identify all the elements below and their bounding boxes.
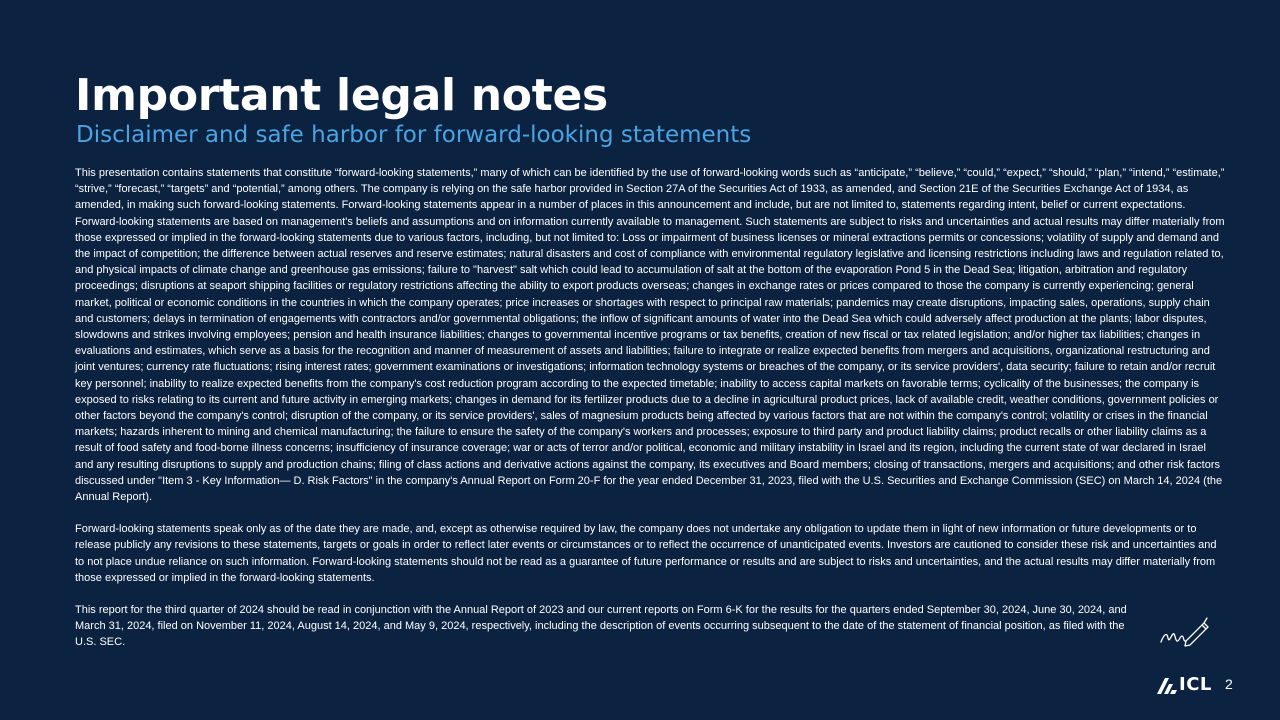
disclaimer-paragraph: This report for the third quarter of 2024 should be read in conjunction with the Annual Report of 2023 and our current reports on Form 6-K for the results for the quarters ended September 30, 2024, June 30, 2024, and March 31, 2024, filed on November 11, 2024, August 14, 2024, and May 9, 2024, respectively, including the description of events occurring subsequent to the date of the statement of financial position, as filed with the U.S. SEC. xyxy=(75,604,1127,649)
icl-logo xyxy=(1156,673,1212,697)
page-number: 2 xyxy=(1225,676,1233,692)
disclaimer-paragraph: This presentation contains statements that constitute “forward-looking statements,” many of which can be identified by the use of forward-looking words such as “anticipate,” “believe,” “could,” “expect,” “should,” “plan,” “intend,” “estimate,” “strive,” “forecast,” “targets” and “potential,” among others. The company is relying on the safe harbor provided in Section 27A of the Securities Act of 1933, as amended, and Section 21E of the Securities Exchange Act of 1934, as amended, in making such forward-looking statements. Forward-looking statements appear in a number of places in this announcement and include, but are not limited to, statements regarding intent, belief or current expectations. Forward-looking statements are based on management's beliefs and assumptions and on information currently available to management. Such statements are subject to risks and uncertainties and actual results may differ materially from those expressed or implied in the forward-looking statements due to various factors, including, but not limited to: Loss or impairment of business licenses or mineral extractions permits or concessions; volatility of supply and demand and the impact of competition; the difference between actual reserves and reserve estimates; natural disasters and cost of compliance with environmental regulatory legislative and licensing restrictions including laws and regulation related to, and physical impacts of climate change and greenhouse gas emissions; failure to "harvest" salt which could lead to accumulation of salt at the bottom of the evaporation Pond 5 in the Dead Sea; litigation, arbitration and regulatory proceedings; disruptions at seaport shipping facilities or regulatory restrictions affecting the ability to export products overseas; changes in exchange rates or prices compared to those the company is currently experiencing; general market, political or economic conditions in the countries in which the company operates; price increases or shortages with respect to principal raw materials; pandemics may create disruptions, impacting sales, operations, supply chain and customers; delays in termination of engagements with contractors and/or governmental obligations; the inflow of significant amounts of water into the Dead Sea which could adversely affect production at the plants; labor disputes, slowdowns and strikes involving employees; pension and health insurance liabilities; changes to governmental incentive programs or tax benefits, creation of new fiscal or tax related legislation; and/or higher tax liabilities; changes in evaluations and estimates, which serve as a basis for the recognition and manner of measurement of assets and liabilities; failure to integrate or realize expected benefits from mergers and acquisitions, organizational restructuring and joint ventures; currency rate fluctuations; rising interest rates; government examinations or investigations; information technology systems or breaches of the company, or its service providers', data security; failure to retain and/or recruit key personnel; inability to realize expected benefits from the company's cost reduction program according to the expected timetable; inability to access capital markets on favorable terms; cyclicality of the businesses; the company is exposed to risks relating to its current and future activity in emerging markets; changes in demand for its fertilizer products due to a decline in agricultural product prices, lack of available credit, weather conditions, government policies or other factors beyond the company's control; disruption of the company, or its service providers', sales of magnesium products being affected by various factors that are not within the company's control; volatility or crises in the financial markets; hazards inherent to mining and chemical manufacturing; the failure to ensure the safety of the company's workers and processes; exposure to third party and product liability claims; product recalls or other liability claims as a result of food safety and food-borne illness concerns; insufficiency of insurance coverage; war or acts of terror and/or political, economic and military instability in Israel and its region, including the current state of war declared in Israel and any resulting disruptions to supply and production chains; filing of class actions and derivative actions against the company, its executives and Board members; closing of transactions, mergers and acquisitions; and other risk factors discussed under "Item 3 - Key Information— D. Risk Factors" in the company's Annual Report on Form 20-F for the year ended December 31, 2023, filed with the U.S. Securities and Exchange Commission (SEC) on March 14, 2024 (the Annual Report). xyxy=(75,167,1225,504)
disclaimer-body xyxy=(75,165,1225,667)
icl-logo-icon xyxy=(1156,675,1178,695)
logo-text: ICL xyxy=(1179,674,1212,695)
signature-icon xyxy=(1158,612,1212,652)
page-title: Important legal notes xyxy=(75,70,608,121)
disclaimer-paragraph: Forward-looking statements speak only as of the date they are made, and, except as otherwise required by law, the company does not undertake any obligation to update them in light of new information or future developments or to release publicly any revisions to these statements, targets or goals in order to reflect later events or circumstances or to reflect the occurrence of unanticipated events. Investors are cautioned to consider these risk and uncertainties and to not place undue reliance on such information. Forward-looking statements should not be read as a guarantee of future performance or results and are subject to risks and uncertainties, and the actual results may differ materially from those expressed or implied in the forward-looking statements. xyxy=(75,523,1217,584)
page-subtitle: Disclaimer and safe harbor for forward-looking statements xyxy=(76,122,752,148)
